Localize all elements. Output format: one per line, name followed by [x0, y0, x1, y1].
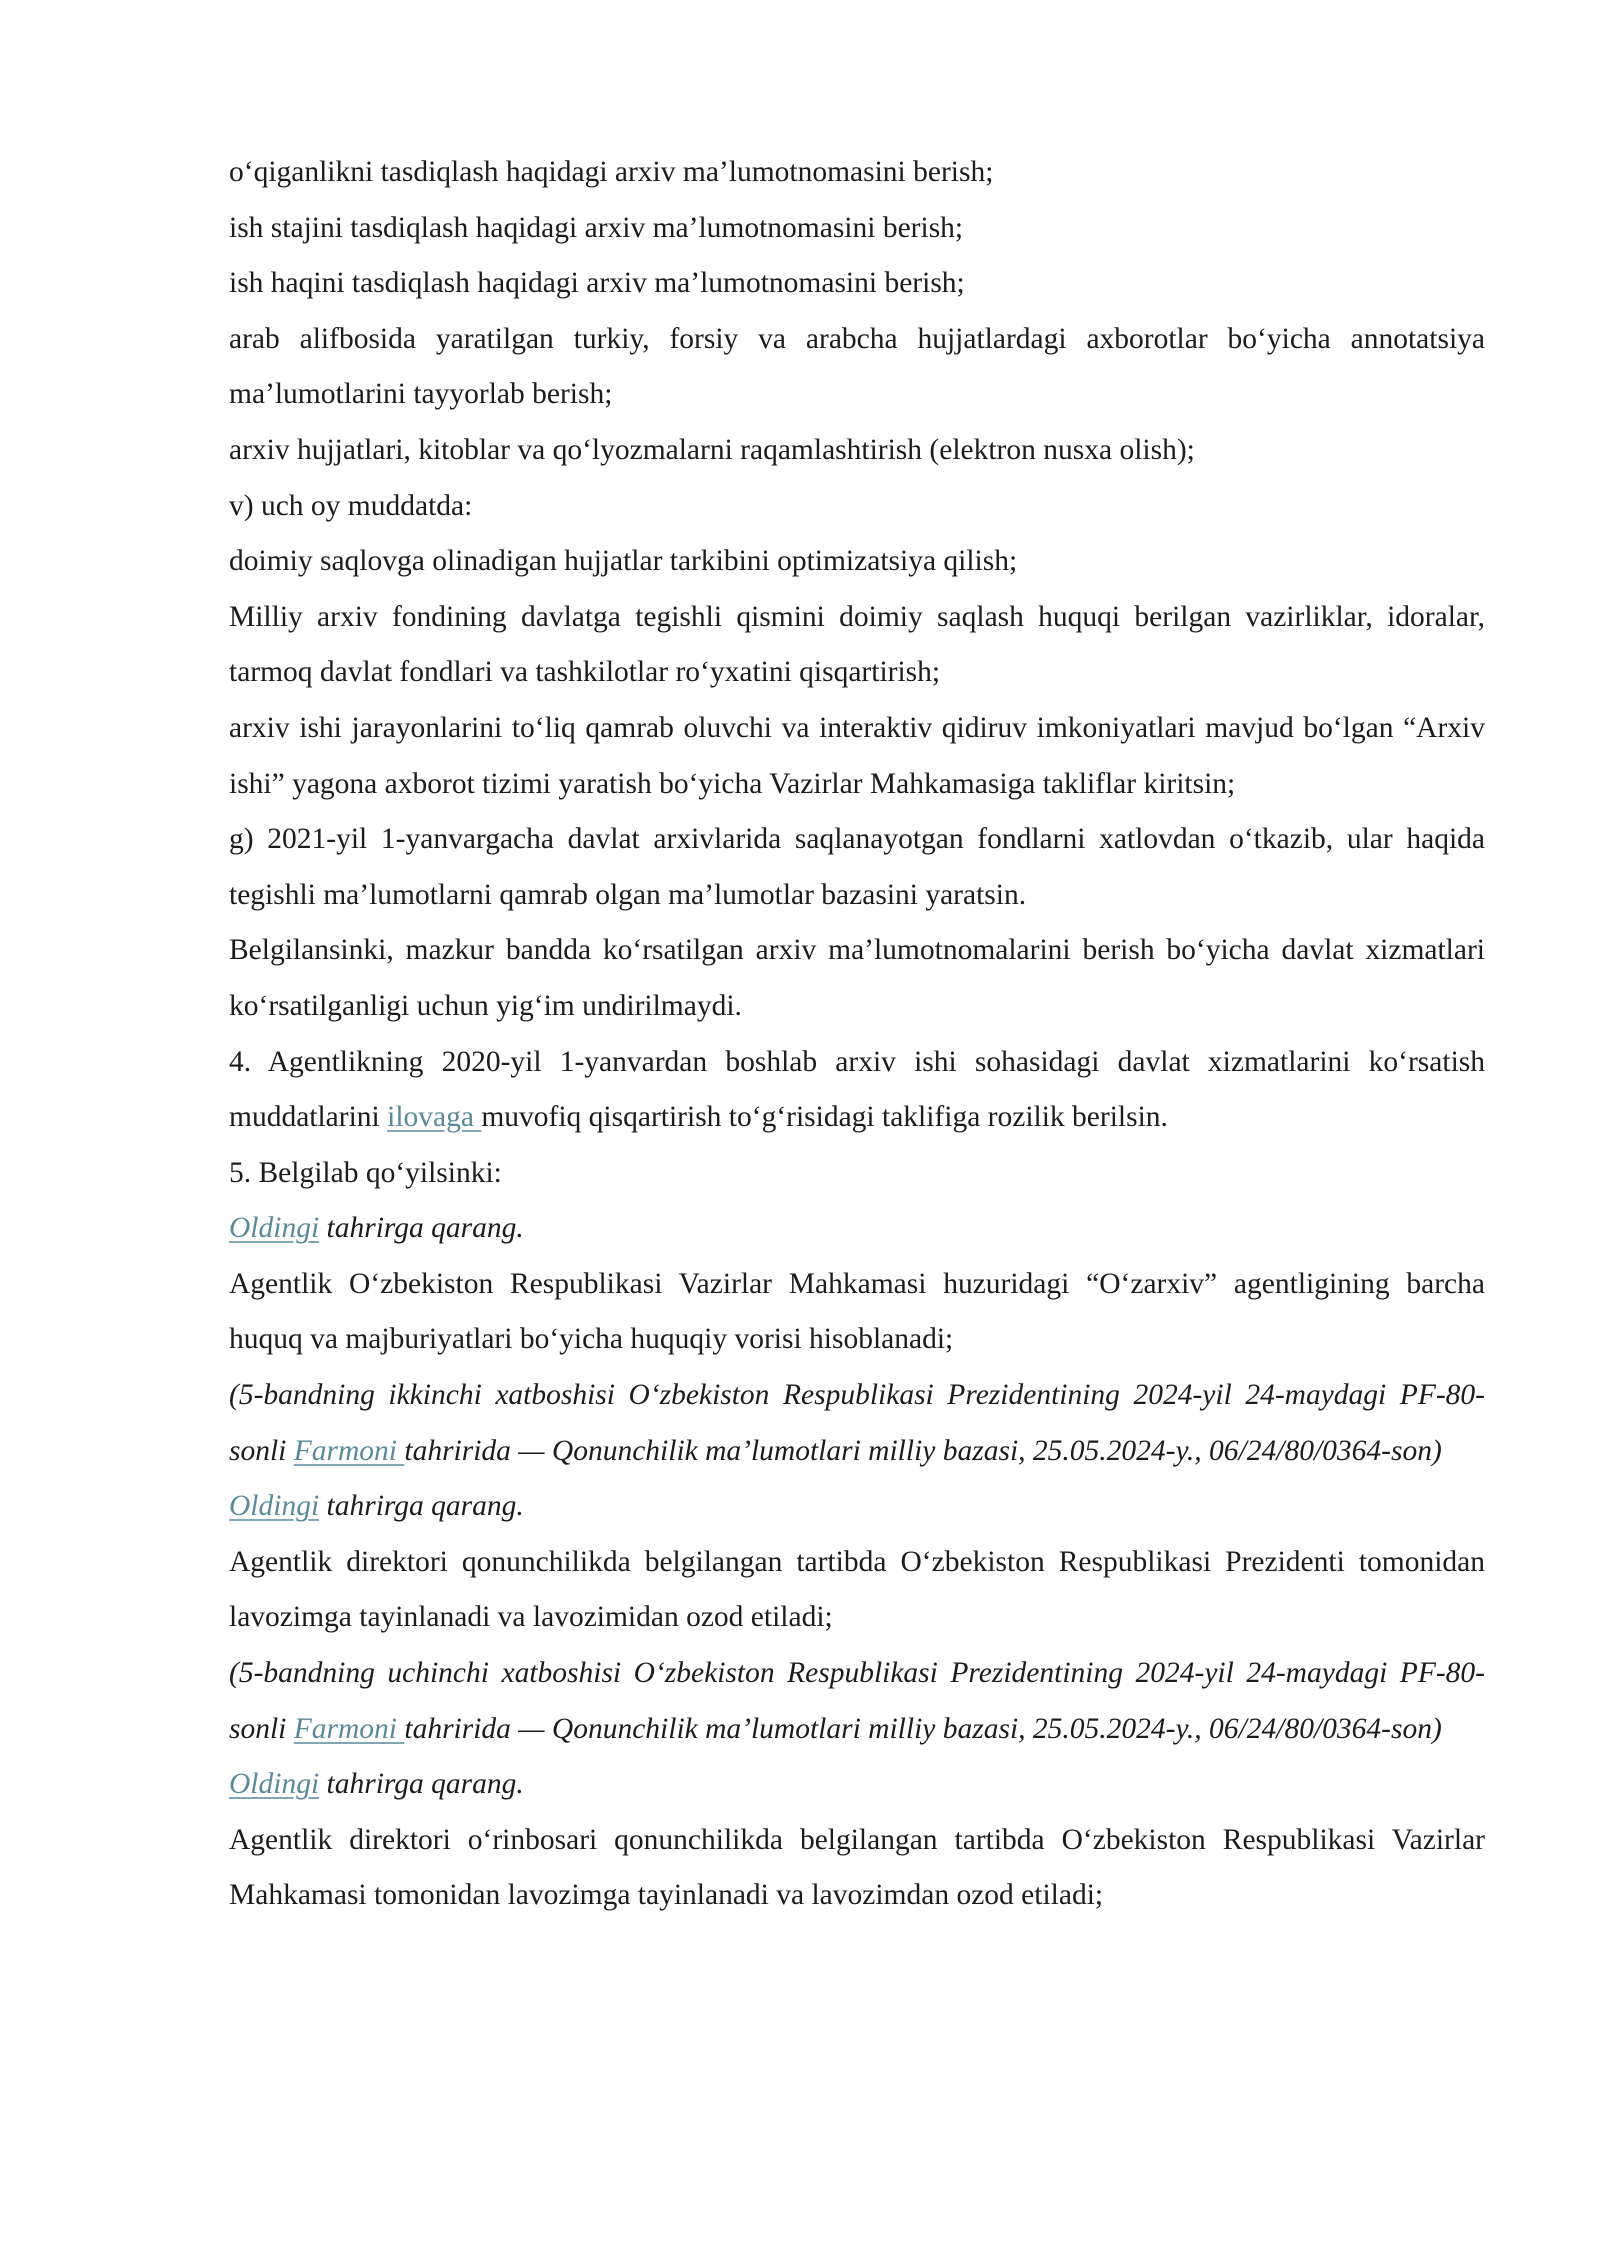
- amendment-note: [229, 1368, 1485, 1479]
- amendment-text: (5-bandning ikkinchi xatboshisi O‘zbekiston Respublikasi Prezidentining 2024-yil 24-maydagi PF-80-sonli: [229, 1379, 1485, 1467]
- paragraph: Milliy arxiv fondining davlatga tegishli qismini doimiy saqlash huquqi berilgan vazirliklar, idoralar, tarmoq davlat fondlari va tashkilotlar ro‘yxatini qisqartirish;: [229, 600, 1485, 689]
- previous-edition-link[interactable]: Oldingi: [229, 1768, 320, 1801]
- decree-link[interactable]: Farmoni: [293, 1712, 405, 1745]
- amendment-text: tahririda — Qonunchilik ma’lumotlari milliy bazasi, 25.05.2024-y., 06/24/80/0364-son): [404, 1712, 1442, 1745]
- paragraph: doimiy saqlovga olinadigan hujjatlar tarkibini optimizatsiya qilish;: [229, 545, 1018, 578]
- paragraph-text: 4. Agentlikning 2020-yil 1-yanvardan boshlab arxiv ishi sohasidagi davlat xizmatlarini ko‘rsatish muddatlarini: [229, 1045, 1485, 1134]
- paragraph-item-5: 5. Belgilab qo‘yilsinki:: [229, 1156, 502, 1189]
- paragraph: Belgilansinki, mazkur bandda ko‘rsatilgan arxiv ma’lumotnomalarini berish bo‘yicha davlat xizmatlari ko‘rsatilganligi uchun yig‘im undirilmaydi.: [229, 934, 1485, 1022]
- paragraph: arxiv ishi jarayonlarini to‘liq qamrab oluvchi va interaktiv qidiruv imkoniyatlari mavjud bo‘lgan “Arxiv ishi” yagona axborot tizimi yaratish bo‘yicha Vazirlar Mahkamasiga takliflar kiritsin;: [229, 711, 1485, 800]
- previous-edition-text: tahrirga qarang.: [319, 1768, 524, 1801]
- amendment-text: (5-bandning uchinchi xatboshisi O‘zbekiston Respublikasi Prezidentining 2024-yil 24-maydagi PF-80-sonli: [229, 1657, 1485, 1745]
- appendix-link[interactable]: ilovaga: [387, 1101, 482, 1134]
- paragraph: Agentlik direktori qonunchilikda belgilangan tartibda O‘zbekiston Respublikasi Prezidenti tomonidan lavozimga tayinlanadi va lavozimidan ozod etiladi;: [229, 1545, 1485, 1634]
- amendment-note: [229, 1646, 1485, 1757]
- paragraph: g) 2021-yil 1-yanvargacha davlat arxivlarida saqlanayotgan fondlarni xatlovdan o‘tkazib, ular haqida tegishli ma’lumotlarni qamrab olgan ma’lumotlar bazasini yaratsin.: [229, 823, 1485, 911]
- previous-edition-note: [229, 1479, 1485, 1535]
- previous-edition-text: tahrirga qarang.: [319, 1212, 524, 1245]
- previous-edition-note: [229, 1201, 1485, 1257]
- previous-edition-link[interactable]: Oldingi: [229, 1490, 320, 1523]
- previous-edition-text: tahrirga qarang.: [319, 1490, 524, 1523]
- paragraph: arxiv hujjatlari, kitoblar va qo‘lyozmalarni raqamlashtirish (elektron nusxa olish);: [229, 433, 1195, 466]
- amendment-text: tahririda — Qonunchilik ma’lumotlari milliy bazasi, 25.05.2024-y., 06/24/80/0364-son): [404, 1434, 1442, 1467]
- paragraph: Agentlik O‘zbekiston Respublikasi Vazirlar Mahkamasi huzuridagi “O‘zarxiv” agentligining barcha huquq va majburiyatlari bo‘yicha huquqiy vorisi hisoblanadi;: [229, 1267, 1485, 1356]
- paragraph-text: muvofiq qisqartirish to‘g‘risidagi taklifiga rozilik berilsin.: [481, 1101, 1168, 1134]
- paragraph: ish haqini tasdiqlash haqidagi arxiv ma’lumotnomasini berish;: [229, 267, 965, 300]
- paragraph: o‘qiganlikni tasdiqlash haqidagi arxiv ma’lumotnomasini berish;: [229, 156, 994, 188]
- paragraph: arab alifbosida yaratilgan turkiy, forsiy va arabcha hujjatlardagi axborotlar bo‘yicha annotatsiya ma’lumotlarini tayyorlab berish;: [229, 322, 1485, 411]
- document-page: [229, 145, 1485, 1924]
- paragraph: v) uch oy muddatda:: [229, 489, 473, 522]
- paragraph: ish stajini tasdiqlash haqidagi arxiv ma’lumotnomasini berish;: [229, 211, 964, 244]
- paragraph: Agentlik direktori o‘rinbosari qonunchilikda belgilangan tartibda O‘zbekiston Respublikasi Vazirlar Mahkamasi tomonidan lavozimga tayinlanadi va lavozimdan ozod etiladi;: [229, 1823, 1485, 1912]
- decree-link[interactable]: Farmoni: [293, 1434, 405, 1467]
- previous-edition-link[interactable]: Oldingi: [229, 1212, 320, 1245]
- paragraph-item-4: [229, 1035, 1485, 1146]
- previous-edition-note: [229, 1757, 1485, 1813]
